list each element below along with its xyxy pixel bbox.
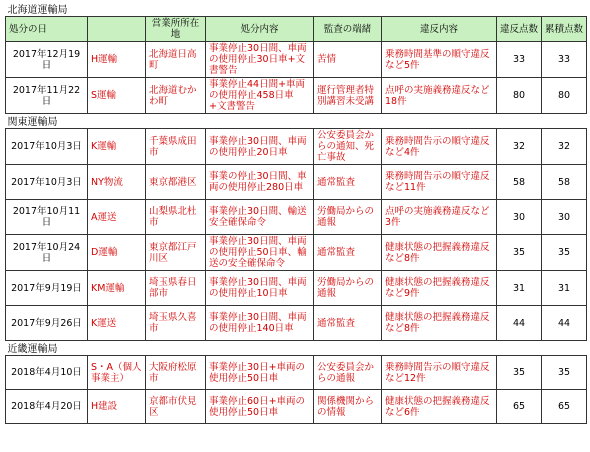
cell-penalty: 事業停止30日間、車両の使用停止10日車 <box>206 271 314 306</box>
section-row <box>6 341 587 356</box>
cell-violation-points: 31 <box>497 271 542 306</box>
cell-date: 2017年10月24日 <box>6 235 88 271</box>
cell-violation-points: 58 <box>497 165 542 200</box>
table-row <box>6 42 587 78</box>
cell-penalty: 事業停止30日間、輸送安全確保命令 <box>206 200 314 235</box>
cell-trigger: 労働局からの通報 <box>314 200 382 235</box>
table-row <box>6 78 587 114</box>
section-title: 関東運輸局 <box>7 116 58 128</box>
cell-penalty: 事業停止30日間、車両の使用停止20日車 <box>206 129 314 165</box>
cell-violation-points: 35 <box>497 356 542 390</box>
cell-location: 北海道日高町 <box>146 42 206 78</box>
cell-trigger: 公安委員会からの通報 <box>314 356 382 390</box>
cell-cumulative-points: 65 <box>542 390 587 424</box>
cell-penalty: 事業停止30日+車両の使用停止50日車 <box>206 356 314 390</box>
cell-violation-points: 32 <box>497 129 542 165</box>
cell-cumulative-points: 30 <box>542 200 587 235</box>
cell-cumulative-points: 31 <box>542 271 587 306</box>
header-cumulative-points: 累積点数 <box>542 17 587 42</box>
cell-location: 北海道むかわ町 <box>146 78 206 114</box>
cell-date: 2017年10月3日 <box>6 129 88 165</box>
header-date: 処分の日 <box>6 17 88 42</box>
header-location: 営業所所在地 <box>146 17 206 42</box>
cell-violation-points: 80 <box>497 78 542 114</box>
cell-trigger: 労働局からの通報 <box>314 271 382 306</box>
cell-location: 埼玉県久喜市 <box>146 306 206 341</box>
table-row <box>6 271 587 306</box>
cell-violation: 乗務時間告示の順守違反など11件 <box>382 165 497 200</box>
cell-company: S・A（個人事業主） <box>88 356 146 390</box>
cell-cumulative-points: 35 <box>542 235 587 271</box>
cell-violation: 健康状態の把握義務違反など8件 <box>382 235 497 271</box>
cell-violation: 点呼の実施義務違反など3件 <box>382 200 497 235</box>
cell-location: 千葉県成田市 <box>146 129 206 165</box>
cell-location: 大阪府松原市 <box>146 356 206 390</box>
cell-location: 東京都江戸川区 <box>146 235 206 271</box>
table-row <box>6 356 587 390</box>
cell-violation: 健康状態の把握義務違反など9件 <box>382 271 497 306</box>
cell-company: S運輸 <box>88 78 146 114</box>
cell-date: 2017年12月19日 <box>6 42 88 78</box>
cell-violation-points: 35 <box>497 235 542 271</box>
header-company <box>88 17 146 42</box>
cell-location: 京都市伏見区 <box>146 390 206 424</box>
cell-violation: 健康状態の把握義務違反など6件 <box>382 390 497 424</box>
cell-cumulative-points: 35 <box>542 356 587 390</box>
cell-date: 2017年10月11日 <box>6 200 88 235</box>
cell-penalty: 事業の停止30日間、車両の使用停止280日車 <box>206 165 314 200</box>
header-penalty: 処分内容 <box>206 17 314 42</box>
table-body <box>6 2 587 424</box>
cell-penalty: 事業停止60日+車両の使用停止50日車 <box>206 390 314 424</box>
cell-location: 埼玉県春日部市 <box>146 271 206 306</box>
cell-company: KM運輸 <box>88 271 146 306</box>
cell-violation: 乗務時間告示の順守違反など4件 <box>382 129 497 165</box>
cell-violation: 健康状態の把握義務違反など8件 <box>382 306 497 341</box>
cell-date: 2017年11月22日 <box>6 78 88 114</box>
cell-cumulative-points: 80 <box>542 78 587 114</box>
cell-company: NY物流 <box>88 165 146 200</box>
section-row <box>6 2 587 17</box>
penalty-table <box>5 2 587 424</box>
section-title: 近畿運輸局 <box>7 343 58 355</box>
header-violation-points: 違反点数 <box>497 17 542 42</box>
cell-trigger: 通常監査 <box>314 235 382 271</box>
cell-violation-points: 33 <box>497 42 542 78</box>
cell-penalty: 事業停止30日間、車両の使用停止50日車、輸送の安全確保命令 <box>206 235 314 271</box>
cell-trigger: 運行管理者特別講習未受講 <box>314 78 382 114</box>
cell-violation-points: 65 <box>497 390 542 424</box>
cell-trigger: 通常監査 <box>314 165 382 200</box>
cell-company: D運輸 <box>88 235 146 271</box>
cell-violation-points: 44 <box>497 306 542 341</box>
cell-date: 2017年10月3日 <box>6 165 88 200</box>
cell-penalty: 事業停止30日間、車両の使用停止30日車+文書警告 <box>206 42 314 78</box>
cell-trigger: 苦情 <box>314 42 382 78</box>
cell-date: 2017年9月19日 <box>6 271 88 306</box>
cell-date: 2018年4月20日 <box>6 390 88 424</box>
section-title: 北海道運輸局 <box>7 4 68 16</box>
cell-company: K運輸 <box>88 129 146 165</box>
table-row <box>6 165 587 200</box>
cell-trigger: 関係機関からの情報 <box>314 390 382 424</box>
cell-violation: 点呼の実施義務違反など18件 <box>382 78 497 114</box>
cell-company: K運送 <box>88 306 146 341</box>
cell-date: 2018年4月10日 <box>6 356 88 390</box>
cell-location: 山梨県北杜市 <box>146 200 206 235</box>
cell-penalty: 事業停止30日間、車両の使用停止140日車 <box>206 306 314 341</box>
section-row <box>6 114 587 129</box>
cell-cumulative-points: 32 <box>542 129 587 165</box>
header-row <box>6 17 587 42</box>
table-row <box>6 129 587 165</box>
table-row <box>6 390 587 424</box>
cell-trigger: 通常監査 <box>314 306 382 341</box>
cell-violation: 乗務時間基準の順守違反など5件 <box>382 42 497 78</box>
cell-company: H建設 <box>88 390 146 424</box>
header-trigger: 監査の端緒 <box>314 17 382 42</box>
cell-violation-points: 30 <box>497 200 542 235</box>
header-violation: 違反内容 <box>382 17 497 42</box>
cell-company: A運送 <box>88 200 146 235</box>
cell-company: H運輸 <box>88 42 146 78</box>
table-row <box>6 200 587 235</box>
table-row <box>6 306 587 341</box>
cell-cumulative-points: 58 <box>542 165 587 200</box>
cell-date: 2017年9月26日 <box>6 306 88 341</box>
cell-trigger: 公安委員会からの通知、死亡事故 <box>314 129 382 165</box>
table-row <box>6 235 587 271</box>
cell-penalty: 事業停止44日間+車両の使用停止458日車+文書警告 <box>206 78 314 114</box>
cell-violation: 乗務時間告示の順守違反など12件 <box>382 356 497 390</box>
cell-location: 東京都港区 <box>146 165 206 200</box>
cell-cumulative-points: 44 <box>542 306 587 341</box>
cell-cumulative-points: 33 <box>542 42 587 78</box>
